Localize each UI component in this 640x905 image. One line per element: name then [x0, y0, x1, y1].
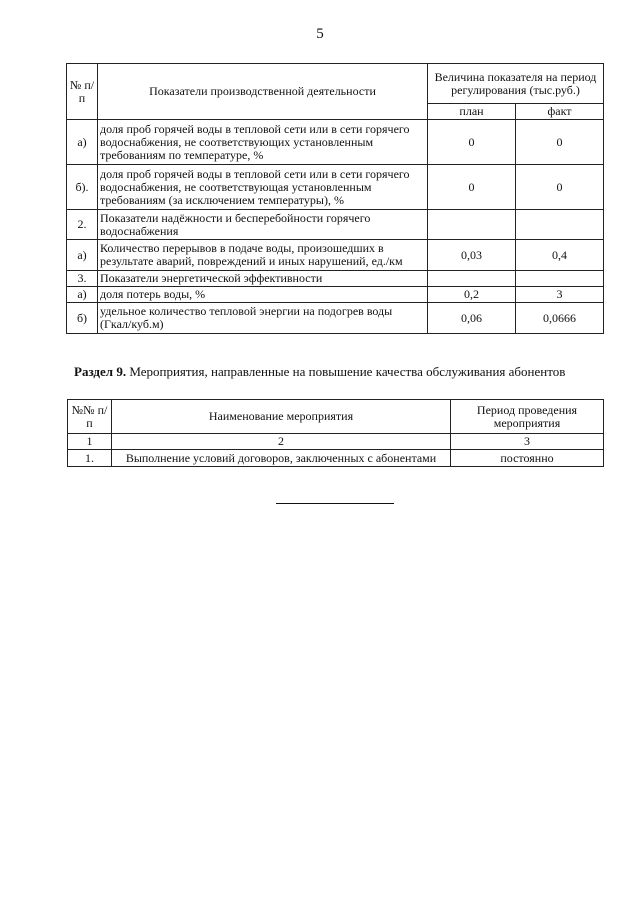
row-name: доля потерь воды, % [98, 287, 428, 303]
row-fact: 3 [516, 287, 604, 303]
row-plan: 0,06 [428, 303, 516, 334]
row-fact [516, 210, 604, 240]
table-row [67, 165, 604, 210]
row-name: Показатели надёжности и бесперебойности горячего водоснабжения [98, 210, 428, 240]
row-num: а) [67, 120, 98, 165]
row-num: б) [67, 303, 98, 334]
index-cell: 3 [451, 434, 604, 450]
row-fact: 0,4 [516, 240, 604, 271]
table-header-row [68, 400, 604, 434]
header-value: Величина показателя на период регулирования (тыс.руб.) [428, 64, 604, 104]
row-name: Показатели энергетической эффективности [98, 271, 428, 287]
row-fact [516, 271, 604, 287]
closing-divider [276, 503, 394, 504]
row-name: доля проб горячей воды в тепловой сети или в сети горячего водоснабжения, не соответствующих установленным требованиям по температуре, % [98, 120, 428, 165]
measures-table [67, 399, 604, 467]
indicators-table [66, 63, 604, 334]
row-name: Выполнение условий договоров, заключенных с абонентами [112, 450, 451, 467]
table-row [67, 210, 604, 240]
row-plan: 0,2 [428, 287, 516, 303]
table-row [68, 450, 604, 467]
table-row [67, 303, 604, 334]
index-cell: 2 [112, 434, 451, 450]
row-num: 1. [68, 450, 112, 467]
row-num: 3. [67, 271, 98, 287]
table-row [67, 120, 604, 165]
header-plan: план [428, 104, 516, 120]
row-fact: 0 [516, 120, 604, 165]
row-name: удельное количество тепловой энергии на подогрев воды (Гкал/куб.м) [98, 303, 428, 334]
section-heading [74, 364, 614, 380]
row-fact: 0,0666 [516, 303, 604, 334]
section-title: Мероприятия, направленные на повышение качества обслуживания абонентов [129, 364, 566, 379]
table-row [67, 271, 604, 287]
row-num: 2. [67, 210, 98, 240]
table-row [67, 240, 604, 271]
row-plan: 0 [428, 165, 516, 210]
row-plan [428, 210, 516, 240]
header-period: Период проведения мероприятия [451, 400, 604, 434]
row-plan: 0,03 [428, 240, 516, 271]
row-name: доля проб горячей воды в тепловой сети или в сети горячего водоснабжения, не соответствующая установленным требованиям (за исключением температуры), % [98, 165, 428, 210]
row-plan: 0 [428, 120, 516, 165]
index-cell: 1 [68, 434, 112, 450]
header-num: № п/п [67, 64, 98, 120]
header-measure-name: Наименование мероприятия [112, 400, 451, 434]
header-fact: факт [516, 104, 604, 120]
row-num: б). [67, 165, 98, 210]
table-index-row [68, 434, 604, 450]
table-row [67, 287, 604, 303]
row-fact: 0 [516, 165, 604, 210]
row-num: а) [67, 287, 98, 303]
row-num: а) [67, 240, 98, 271]
row-name: Количество перерывов в подаче воды, произошедших в результате аварий, повреждений и иных нарушений, ед./км [98, 240, 428, 271]
section-label: Раздел 9. [74, 364, 127, 379]
table-header-row [67, 64, 604, 104]
header-num: №№ п/п [68, 400, 112, 434]
row-period: постоянно [451, 450, 604, 467]
page-number: 5 [316, 26, 324, 42]
header-indicator-name: Показатели производственной деятельности [98, 64, 428, 120]
row-plan [428, 271, 516, 287]
